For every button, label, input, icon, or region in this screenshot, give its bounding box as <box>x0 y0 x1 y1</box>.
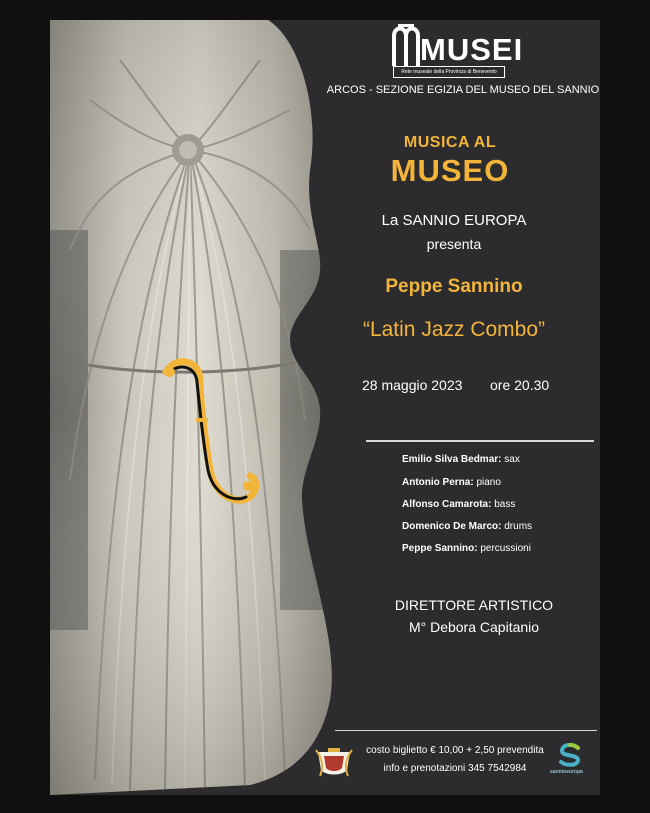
artist-name: Peppe Sannino <box>385 276 523 297</box>
sponsor-logo-text: sannioeuropa <box>550 769 583 775</box>
booking-info: info e prenotazioni 345 7542984 <box>383 763 527 774</box>
musician-name: Emilio Silva Bedmar: <box>402 454 502 465</box>
venue-name: ARCOS - SEZIONE EGIZIA DEL MUSEO DEL SANNIO <box>326 84 600 96</box>
musician-row <box>402 477 501 488</box>
musician-row <box>402 499 515 510</box>
event-date: 28 maggio 2023 <box>362 377 463 393</box>
crest-icon <box>314 746 354 780</box>
musician-instrument: piano <box>473 477 501 488</box>
musician-name: Peppe Sannino: <box>402 543 478 554</box>
top-divider <box>366 440 594 442</box>
sannio-europa-logo-icon <box>556 743 584 767</box>
musician-row <box>402 543 531 554</box>
musician-row <box>402 454 520 465</box>
musician-name: Alfonso Camarota: <box>402 499 492 510</box>
logo-subtitle: Rete museale della Provincia di Benevento <box>393 66 505 78</box>
title-line-1: MUSICA AL <box>403 134 497 151</box>
presenter-verb: presenta <box>426 236 482 252</box>
presenter-name: La SANNIO EUROPA <box>381 212 527 229</box>
title-line-2: MUSEO <box>390 153 510 188</box>
musician-instrument: sax <box>501 454 520 465</box>
logo-text: MUSEI <box>420 32 524 67</box>
musician-instrument: percussioni <box>477 543 531 554</box>
musician-name: Antonio Perna: <box>402 477 474 488</box>
musician-row <box>402 521 532 532</box>
musician-instrument: bass <box>491 499 516 510</box>
director-label: DIRETTORE ARTISTICO <box>394 597 554 613</box>
group-name: “Latin Jazz Combo” <box>362 318 546 341</box>
musician-name: Domenico De Marco: <box>402 521 502 532</box>
event-time: ore 20.30 <box>490 377 550 393</box>
ticket-price: costo biglietto € 10,00 + 2,50 prevendita <box>366 745 544 756</box>
musician-instrument: drums <box>501 521 533 532</box>
bottom-divider <box>335 730 597 731</box>
director-name: M° Debora Capitanio <box>408 619 540 635</box>
